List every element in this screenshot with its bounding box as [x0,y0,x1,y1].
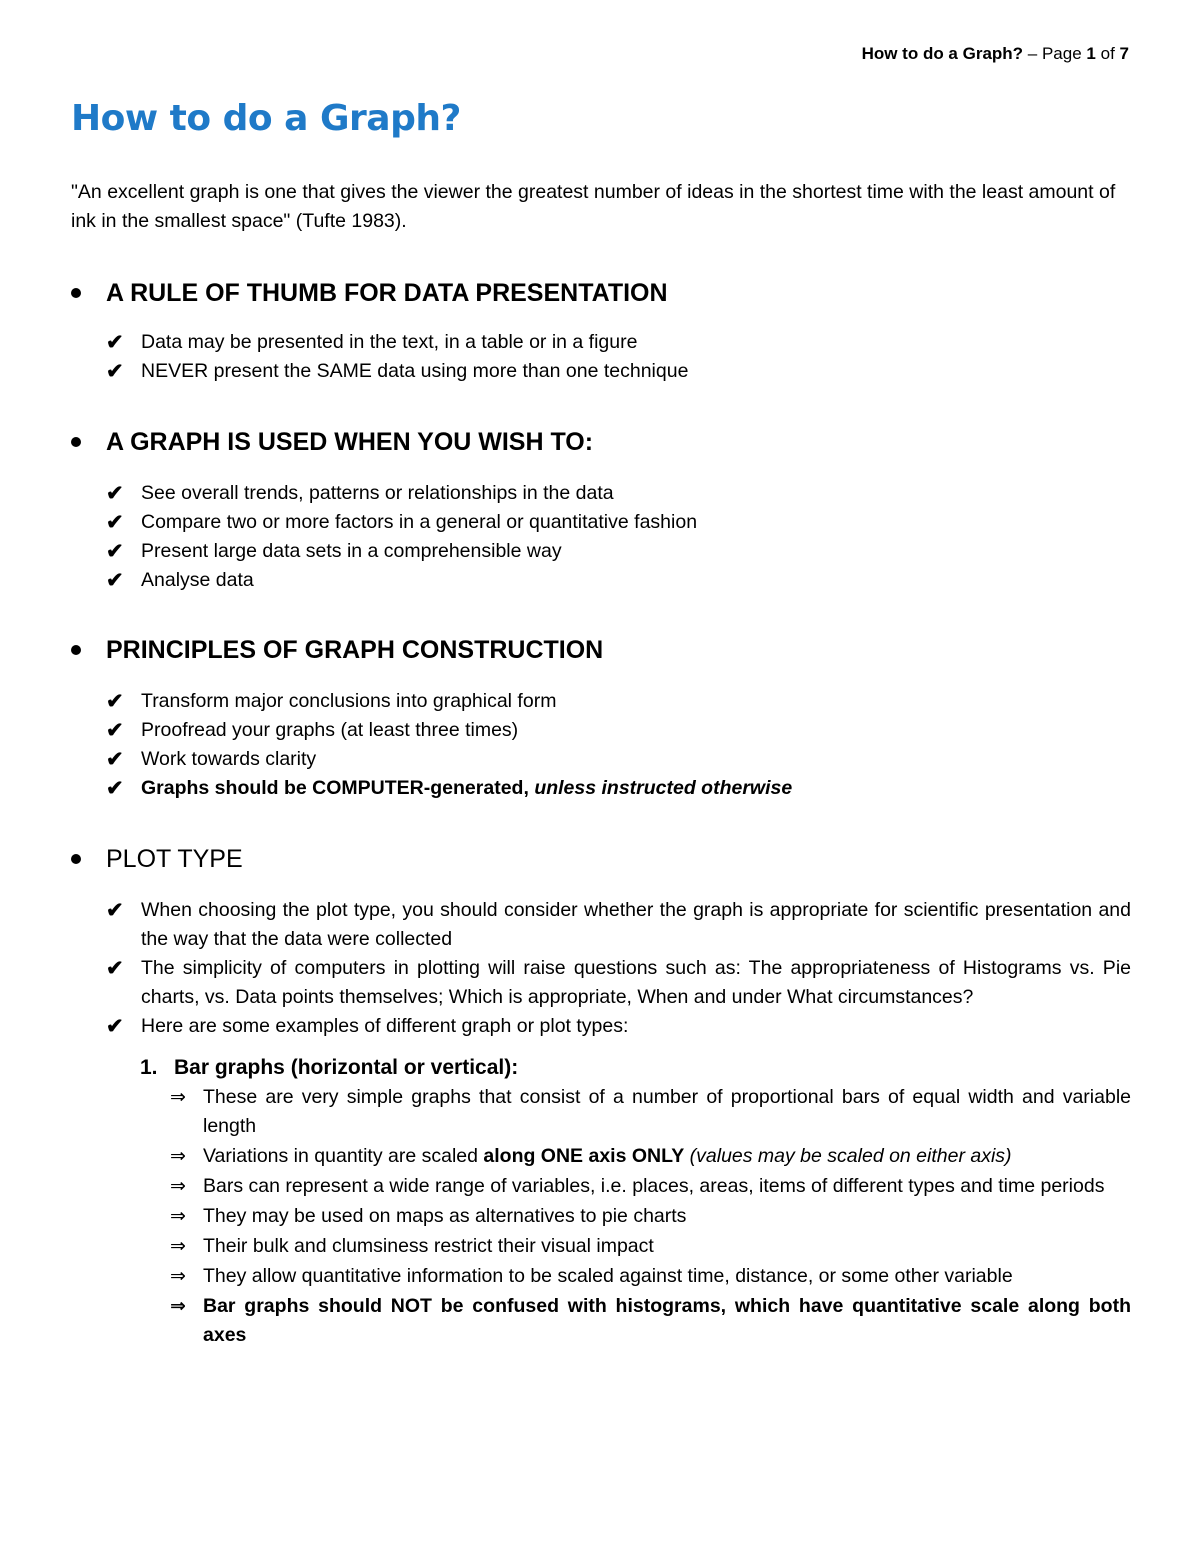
list-item-text: Data may be presented in the text, in a table or in a figure [141,331,638,353]
bullet-icon [71,288,81,298]
checkmark-icon: ✔ [106,360,124,383]
header-of-label: of [1100,44,1115,63]
checkmark-icon: ✔ [106,899,124,922]
list-item [71,774,1131,803]
arrow-icon: ⇒ [170,1295,186,1317]
checkmark-icon: ✔ [106,957,124,980]
checkmark-icon: ✔ [106,569,124,592]
section-heading [71,633,1131,667]
list-item-text-bold: Bar graphs should NOT be confused with histograms, which have quantitative scale along both axes [203,1295,1131,1346]
checkmark-icon: ✔ [106,511,124,534]
list-item-text: See overall trends, patterns or relationships in the data [141,482,614,504]
list-item-text-bold: along ONE axis ONLY [483,1145,685,1167]
list-item [71,687,1131,716]
header-page-label: Page [1041,44,1082,63]
arrow-icon: ⇒ [170,1086,186,1108]
list-item [71,1083,1131,1141]
section-title: A GRAPH IS USED WHEN YOU WISH TO: [106,428,594,456]
section-heading [71,425,1131,459]
list-item [71,896,1131,954]
header-separator: – [1023,44,1042,63]
bullet-icon [71,645,81,655]
list-item-text: Work towards clarity [141,748,317,770]
list-item [71,1292,1131,1350]
arrow-icon: ⇒ [170,1205,186,1227]
running-header [862,44,1129,64]
list-item [71,479,1131,508]
section-title: A RULE OF THUMB FOR DATA PRESENTATION [106,279,668,307]
list-item [71,357,1131,386]
list-item-text: They allow quantitative information to be scaled against time, distance, or some other variable [203,1265,1013,1287]
list-item-text-italic: (values may be scaled on either axis) [684,1145,1012,1167]
list-item-text: Transform major conclusions into graphical form [141,690,557,712]
list-item [71,1232,1131,1261]
arrow-icon: ⇒ [170,1265,186,1287]
checkmark-icon: ✔ [106,690,124,713]
list-item-text: They may be used on maps as alternatives to pie charts [203,1205,687,1227]
list-item-text: Proofread your graphs (at least three times) [141,719,519,741]
list-item-text: Analyse data [141,569,254,591]
checkmark-icon: ✔ [106,482,124,505]
list-item-text-bold: Graphs should be COMPUTER-generated, [141,777,529,799]
check-list [71,328,1131,386]
tufte-quote: "An excellent graph is one that gives the viewer the greatest number of ideas in the shortest time with the least amount of ink in the smallest space" (Tufte 1983). [71,181,1116,232]
list-item-text: The simplicity of computers in plotting will raise questions such as: The appropriateness of Histograms vs. Pie charts, vs. Data points themselves; Which is appropriate, When and under What circumstances? [141,957,1131,1008]
list-item [71,745,1131,774]
checkmark-icon: ✔ [106,748,124,771]
check-list [71,896,1131,1041]
check-list [71,479,1131,595]
list-item-text: Their bulk and clumsiness restrict their visual impact [203,1235,654,1257]
section-heading [71,842,1131,876]
header-page-number: 1 [1086,44,1096,63]
checkmark-icon: ✔ [106,331,124,354]
section-graph-used-when [71,425,1131,595]
list-item-text: Present large data sets in a comprehensible way [141,540,562,562]
section-principles [71,633,1131,803]
list-item [71,1172,1131,1201]
list-item [71,954,1131,1012]
list-item-text: Variations in quantity are scaled [203,1145,484,1167]
list-item [71,508,1131,537]
list-item [71,328,1131,357]
checkmark-icon: ✔ [106,1015,124,1038]
header-page-total: 7 [1119,44,1129,63]
list-item-text: These are very simple graphs that consist of a number of proportional bars of equal width and variable length [203,1086,1131,1137]
section-heading [71,276,1131,310]
checkmark-icon: ✔ [106,777,124,800]
list-item [71,1262,1131,1291]
list-item-text: NEVER present the SAME data using more than one technique [141,360,689,382]
list-item-text: When choosing the plot type, you should consider whether the graph is appropriate for scientific presentation and the way that the data were collected [141,899,1131,950]
list-item-text-italic: unless instructed otherwise [534,777,793,799]
section-rule-of-thumb [71,276,1131,386]
check-list [71,687,1131,803]
section-plot-type [71,842,1131,1351]
list-item-text: Bars can represent a wide range of variables, i.e. places, areas, items of different types and time periods [203,1175,1105,1197]
section-title: PLOT TYPE [106,845,243,873]
subsection-heading [71,1053,1131,1083]
list-item [71,716,1131,745]
list-item [71,537,1131,566]
arrow-icon: ⇒ [170,1145,186,1167]
arrow-icon: ⇒ [170,1235,186,1257]
bullet-icon [71,437,81,447]
list-item [71,1142,1131,1171]
section-title: PRINCIPLES OF GRAPH CONSTRUCTION [106,636,604,664]
list-item [71,1202,1131,1231]
checkmark-icon: ✔ [106,540,124,563]
bullet-icon [71,854,81,864]
list-item [71,1012,1131,1041]
subsection-bar-graphs [71,1053,1131,1350]
subsection-number: 1. [140,1056,158,1079]
list-item [71,566,1131,595]
arrow-icon: ⇒ [170,1175,186,1197]
page-title: How to do a Graph? [71,98,461,139]
checkmark-icon: ✔ [106,719,124,742]
list-item-text: Here are some examples of different graph or plot types: [141,1015,629,1037]
subsection-title: Bar graphs (horizontal or vertical): [174,1056,519,1079]
list-item-text: Compare two or more factors in a general or quantitative fashion [141,511,698,533]
header-doc-title: How to do a Graph? [861,44,1024,63]
arrow-list [71,1083,1131,1350]
